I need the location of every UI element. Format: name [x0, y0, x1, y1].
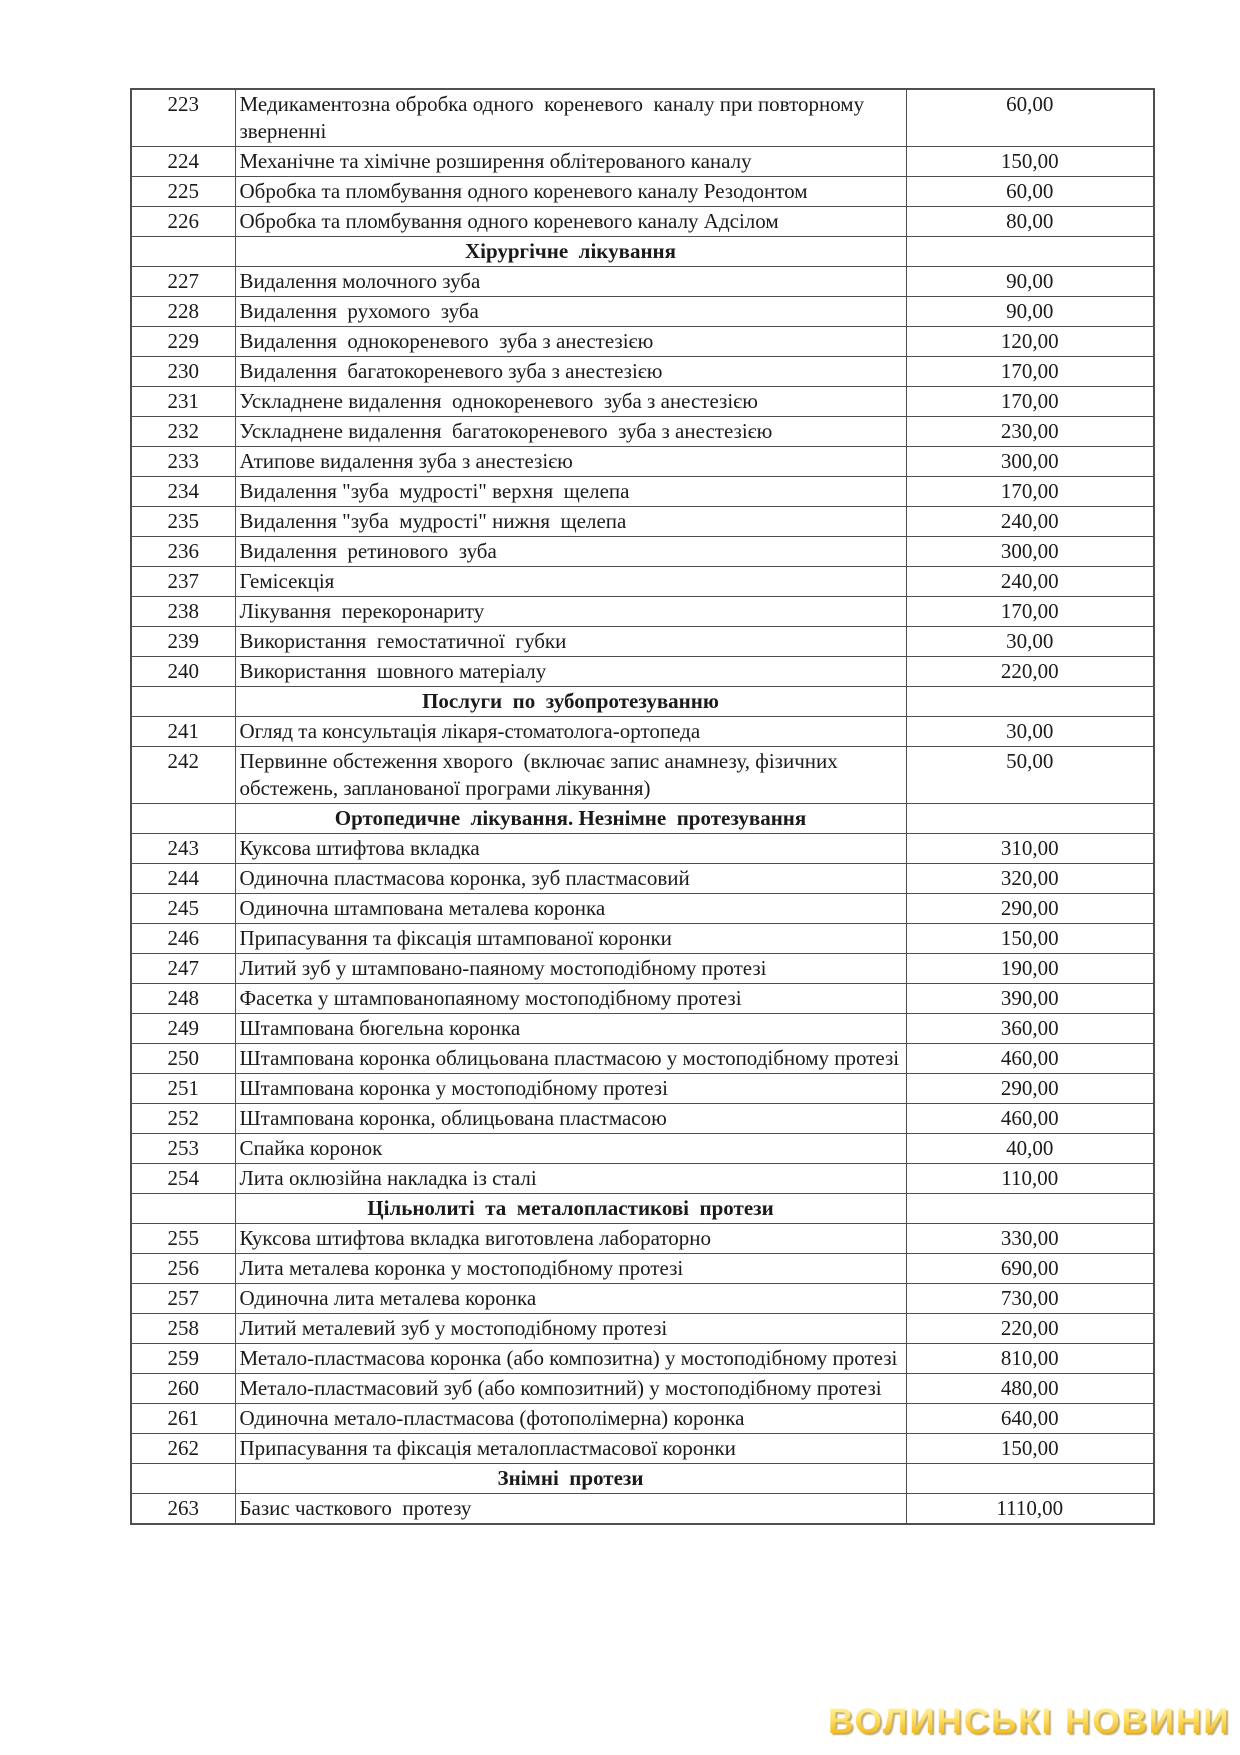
row-number-cell-empty — [131, 1464, 235, 1494]
service-description-cell: Одиночна лита металева коронка — [235, 1284, 906, 1314]
table-row — [131, 297, 1154, 327]
price-cell: 120,00 — [906, 327, 1154, 357]
table-row — [131, 597, 1154, 627]
price-cell: 150,00 — [906, 924, 1154, 954]
service-description-cell: Спайка коронок — [235, 1134, 906, 1164]
row-number-cell: 243 — [131, 834, 235, 864]
table-row — [131, 1134, 1154, 1164]
price-cell: 60,00 — [906, 89, 1154, 147]
table-row — [131, 657, 1154, 687]
row-number-cell-empty — [131, 687, 235, 717]
table-row — [131, 177, 1154, 207]
service-description-cell: Атипове видалення зуба з анестезією — [235, 447, 906, 477]
section-title: Хірургічне лікування — [235, 237, 906, 267]
row-number-cell: 235 — [131, 507, 235, 537]
table-row — [131, 447, 1154, 477]
price-cell: 110,00 — [906, 1164, 1154, 1194]
price-cell: 230,00 — [906, 417, 1154, 447]
table-row — [131, 1164, 1154, 1194]
row-number-cell: 250 — [131, 1044, 235, 1074]
table-row — [131, 1074, 1154, 1104]
row-number-cell: 252 — [131, 1104, 235, 1134]
service-description-cell: Механічне та хімічне розширення облітерованого каналу — [235, 147, 906, 177]
table-row — [131, 834, 1154, 864]
row-number-cell: 233 — [131, 447, 235, 477]
price-cell: 150,00 — [906, 1434, 1154, 1464]
service-description-cell: Видалення рухомого зуба — [235, 297, 906, 327]
table-row — [131, 507, 1154, 537]
row-number-cell: 263 — [131, 1494, 235, 1525]
section-title: Цільнолиті та металопластикові протези — [235, 1194, 906, 1224]
table-row — [131, 147, 1154, 177]
price-cell: 170,00 — [906, 477, 1154, 507]
table-row — [131, 537, 1154, 567]
price-cell: 460,00 — [906, 1104, 1154, 1134]
row-number-cell: 255 — [131, 1224, 235, 1254]
price-cell: 640,00 — [906, 1404, 1154, 1434]
table-row — [131, 1014, 1154, 1044]
price-cell-empty — [906, 804, 1154, 834]
service-description-cell: Обробка та пломбування одного кореневого каналу Адсілом — [235, 207, 906, 237]
row-number-cell: 261 — [131, 1404, 235, 1434]
service-description-cell: Видалення "зуба мудрості" верхня щелепа — [235, 477, 906, 507]
row-number-cell: 232 — [131, 417, 235, 447]
price-cell: 240,00 — [906, 507, 1154, 537]
service-description-cell: Видалення молочного зуба — [235, 267, 906, 297]
row-number-cell: 234 — [131, 477, 235, 507]
row-number-cell: 225 — [131, 177, 235, 207]
row-number-cell: 227 — [131, 267, 235, 297]
row-number-cell: 262 — [131, 1434, 235, 1464]
price-cell: 190,00 — [906, 954, 1154, 984]
table-row — [131, 89, 1154, 147]
service-description-cell: Лита металева коронка у мостоподібному протезі — [235, 1254, 906, 1284]
row-number-cell: 242 — [131, 747, 235, 804]
service-description-cell: Штампована коронка, облицьована пластмасою — [235, 1104, 906, 1134]
row-number-cell: 259 — [131, 1344, 235, 1374]
table-row — [131, 1494, 1154, 1525]
row-number-cell: 231 — [131, 387, 235, 417]
price-cell: 300,00 — [906, 447, 1154, 477]
row-number-cell: 249 — [131, 1014, 235, 1044]
table-row — [131, 1044, 1154, 1074]
service-description-cell: Видалення багатокореневого зуба з анестезією — [235, 357, 906, 387]
table-row — [131, 1284, 1154, 1314]
section-header-row — [131, 687, 1154, 717]
row-number-cell: 224 — [131, 147, 235, 177]
section-title: Знімні протези — [235, 1464, 906, 1494]
row-number-cell: 245 — [131, 894, 235, 924]
service-description-cell: Видалення однокореневого зуба з анестезією — [235, 327, 906, 357]
price-cell: 300,00 — [906, 537, 1154, 567]
price-cell: 730,00 — [906, 1284, 1154, 1314]
table-row — [131, 1434, 1154, 1464]
service-description-cell: Куксова штифтова вкладка виготовлена лабораторно — [235, 1224, 906, 1254]
price-cell: 290,00 — [906, 1074, 1154, 1104]
price-cell: 360,00 — [906, 1014, 1154, 1044]
row-number-cell: 257 — [131, 1284, 235, 1314]
table-row — [131, 924, 1154, 954]
row-number-cell: 226 — [131, 207, 235, 237]
service-description-cell: Литий зуб у штамповано-паяному мостоподібному протезі — [235, 954, 906, 984]
table-row — [131, 567, 1154, 597]
row-number-cell-empty — [131, 804, 235, 834]
service-description-cell: Фасетка у штампованопаяному мостоподібному протезі — [235, 984, 906, 1014]
table-row — [131, 954, 1154, 984]
price-cell: 40,00 — [906, 1134, 1154, 1164]
service-description-cell: Одиночна метало-пластмасова (фотополімерна) коронка — [235, 1404, 906, 1434]
service-description-cell: Огляд та консультація лікаря-стоматолога-ортопеда — [235, 717, 906, 747]
service-description-cell: Базис часткового протезу — [235, 1494, 906, 1525]
table-row — [131, 1344, 1154, 1374]
service-description-cell: Куксова штифтова вкладка — [235, 834, 906, 864]
price-table-body — [131, 89, 1154, 1524]
service-description-cell: Використання шовного матеріалу — [235, 657, 906, 687]
service-description-cell: Використання гемостатичної губки — [235, 627, 906, 657]
price-cell: 480,00 — [906, 1374, 1154, 1404]
row-number-cell: 248 — [131, 984, 235, 1014]
service-description-cell: Видалення "зуба мудрості" нижня щелепа — [235, 507, 906, 537]
section-header-row — [131, 237, 1154, 267]
section-header-row — [131, 1194, 1154, 1224]
table-row — [131, 417, 1154, 447]
row-number-cell: 236 — [131, 537, 235, 567]
table-row — [131, 1374, 1154, 1404]
price-cell: 90,00 — [906, 267, 1154, 297]
table-row — [131, 357, 1154, 387]
price-cell-empty — [906, 1194, 1154, 1224]
service-description-cell: Видалення ретинового зуба — [235, 537, 906, 567]
price-cell: 320,00 — [906, 864, 1154, 894]
section-header-row — [131, 1464, 1154, 1494]
table-row — [131, 477, 1154, 507]
table-row — [131, 1404, 1154, 1434]
service-description-cell: Метало-пластмасовий зуб (або композитний) у мостоподібному протезі — [235, 1374, 906, 1404]
row-number-cell: 254 — [131, 1164, 235, 1194]
row-number-cell: 240 — [131, 657, 235, 687]
table-row — [131, 864, 1154, 894]
service-description-cell: Первинне обстеження хворого (включає запис анамнезу, фізичних обстежень, запланованої програми лікування) — [235, 747, 906, 804]
price-cell: 170,00 — [906, 597, 1154, 627]
table-row — [131, 1254, 1154, 1284]
service-description-cell: Обробка та пломбування одного кореневого каналу Резодонтом — [235, 177, 906, 207]
row-number-cell: 239 — [131, 627, 235, 657]
service-description-cell: Литий металевий зуб у мостоподібному протезі — [235, 1314, 906, 1344]
table-row — [131, 984, 1154, 1014]
table-row — [131, 1104, 1154, 1134]
service-description-cell: Ускладнене видалення однокореневого зуба з анестезією — [235, 387, 906, 417]
price-cell: 1110,00 — [906, 1494, 1154, 1525]
row-number-cell: 247 — [131, 954, 235, 984]
table-row — [131, 717, 1154, 747]
service-description-cell: Гемісекція — [235, 567, 906, 597]
price-cell: 810,00 — [906, 1344, 1154, 1374]
service-description-cell: Штампована коронка у мостоподібному протезі — [235, 1074, 906, 1104]
service-description-cell: Метало-пластмасова коронка (або композитна) у мостоподібному протезі — [235, 1344, 906, 1374]
price-cell: 310,00 — [906, 834, 1154, 864]
table-row — [131, 747, 1154, 804]
price-cell: 50,00 — [906, 747, 1154, 804]
table-row — [131, 627, 1154, 657]
service-description-cell: Припасування та фіксація штампованої коронки — [235, 924, 906, 954]
price-cell: 90,00 — [906, 297, 1154, 327]
price-cell-empty — [906, 1464, 1154, 1494]
service-description-cell: Медикаментозна обробка одного кореневого каналу при повторному зверненні — [235, 89, 906, 147]
row-number-cell: 258 — [131, 1314, 235, 1344]
row-number-cell: 223 — [131, 89, 235, 147]
price-cell: 220,00 — [906, 1314, 1154, 1344]
price-cell: 150,00 — [906, 147, 1154, 177]
row-number-cell: 256 — [131, 1254, 235, 1284]
service-description-cell: Штампована коронка облицьована пластмасою у мостоподібному протезі — [235, 1044, 906, 1074]
row-number-cell: 241 — [131, 717, 235, 747]
row-number-cell: 244 — [131, 864, 235, 894]
table-row — [131, 894, 1154, 924]
table-row — [131, 1314, 1154, 1344]
table-row — [131, 267, 1154, 297]
price-cell-empty — [906, 237, 1154, 267]
row-number-cell: 246 — [131, 924, 235, 954]
row-number-cell: 228 — [131, 297, 235, 327]
price-cell: 330,00 — [906, 1224, 1154, 1254]
service-description-cell: Одиночна штампована металева коронка — [235, 894, 906, 924]
price-cell: 220,00 — [906, 657, 1154, 687]
price-cell: 170,00 — [906, 357, 1154, 387]
row-number-cell: 229 — [131, 327, 235, 357]
table-row — [131, 387, 1154, 417]
row-number-cell-empty — [131, 237, 235, 267]
service-description-cell: Штампована бюгельна коронка — [235, 1014, 906, 1044]
price-cell-empty — [906, 687, 1154, 717]
row-number-cell: 251 — [131, 1074, 235, 1104]
section-title: Ортопедичне лікування. Незнімне протезування — [235, 804, 906, 834]
price-cell: 460,00 — [906, 1044, 1154, 1074]
price-cell: 390,00 — [906, 984, 1154, 1014]
row-number-cell: 237 — [131, 567, 235, 597]
row-number-cell-empty — [131, 1194, 235, 1224]
service-description-cell: Лікування перекоронариту — [235, 597, 906, 627]
table-row — [131, 327, 1154, 357]
row-number-cell: 238 — [131, 597, 235, 627]
service-description-cell: Лита оклюзійна накладка із сталі — [235, 1164, 906, 1194]
watermark-volynski-novyny: ВОЛИНСЬКІ НОВИНИ — [828, 1702, 1231, 1741]
service-description-cell: Ускладнене видалення багатокореневого зуба з анестезією — [235, 417, 906, 447]
price-cell: 30,00 — [906, 627, 1154, 657]
price-cell: 60,00 — [906, 177, 1154, 207]
price-table — [130, 88, 1155, 1525]
table-row — [131, 1224, 1154, 1254]
price-cell: 240,00 — [906, 567, 1154, 597]
price-cell: 80,00 — [906, 207, 1154, 237]
row-number-cell: 230 — [131, 357, 235, 387]
section-header-row — [131, 804, 1154, 834]
section-title: Послуги по зубопротезуванню — [235, 687, 906, 717]
price-cell: 690,00 — [906, 1254, 1154, 1284]
service-description-cell: Припасування та фіксація металопластмасової коронки — [235, 1434, 906, 1464]
row-number-cell: 260 — [131, 1374, 235, 1404]
table-row — [131, 207, 1154, 237]
price-cell: 290,00 — [906, 894, 1154, 924]
price-cell: 170,00 — [906, 387, 1154, 417]
price-cell: 30,00 — [906, 717, 1154, 747]
row-number-cell: 253 — [131, 1134, 235, 1164]
service-description-cell: Одиночна пластмасова коронка, зуб пластмасовий — [235, 864, 906, 894]
